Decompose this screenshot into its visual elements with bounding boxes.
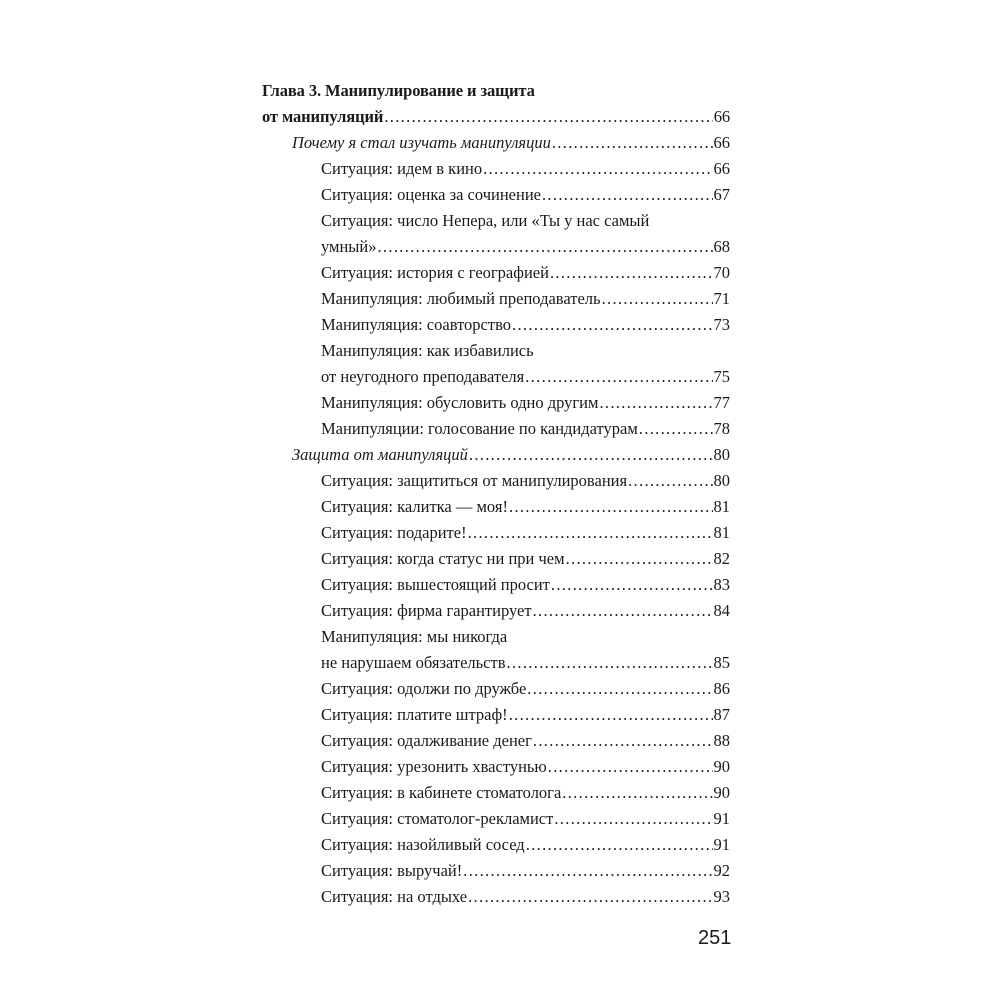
- toc-item: [321, 676, 730, 702]
- page-number: 251: [698, 927, 732, 949]
- toc-entry-page: 80: [713, 471, 730, 490]
- toc-entry-page: 91: [713, 809, 730, 828]
- dot-leader: [509, 494, 713, 520]
- dot-leader: [552, 130, 713, 156]
- toc-entry-page: 73: [713, 315, 730, 334]
- chapter-title-line-1: Глава 3. Манипулирование и защита: [262, 81, 535, 100]
- dot-leader: [377, 234, 712, 260]
- toc-item: [321, 468, 730, 494]
- dot-leader: [507, 650, 713, 676]
- toc-entry-page: 78: [713, 419, 730, 438]
- toc-item: [321, 780, 730, 806]
- toc-item: [321, 286, 730, 312]
- toc-entry-text: Ситуация: число Непера, или «Ты у нас самый: [321, 211, 650, 230]
- chapter-title-line-2: от манипуляций: [262, 107, 384, 126]
- dot-leader: [463, 858, 712, 884]
- toc-entry-text: Ситуация: урезонить хвастунью: [321, 757, 547, 776]
- toc-entry-page: 87: [713, 705, 730, 724]
- toc-entry-text: Ситуация: подарите!: [321, 523, 467, 542]
- toc-entry-page: 91: [713, 835, 730, 854]
- toc-entry-page: 88: [713, 731, 730, 750]
- toc-entry-text: Ситуация: фирма гарантирует: [321, 601, 532, 620]
- dot-leader: [599, 390, 712, 416]
- toc-entry-page: 84: [713, 601, 730, 620]
- toc-entry-page: 75: [713, 367, 730, 386]
- toc-entry-text: Ситуация: калитка — моя!: [321, 497, 508, 516]
- toc-item: [321, 416, 730, 442]
- toc-entry-text: Ситуация: платите штраф!: [321, 705, 508, 724]
- dot-leader: [548, 754, 713, 780]
- toc-entry-text: Ситуация: одалживание денег: [321, 731, 532, 750]
- toc-entry-page: 81: [713, 497, 730, 516]
- toc-entry-page: 90: [713, 783, 730, 802]
- toc-item: [321, 832, 730, 858]
- toc-entry-page: 80: [713, 445, 730, 464]
- dot-leader: [566, 546, 713, 572]
- toc-entry-page: 67: [713, 185, 730, 204]
- toc-item: [321, 156, 730, 182]
- toc-entry-text: Ситуация: когда статус ни при чем: [321, 549, 565, 568]
- toc-entry-page: 77: [713, 393, 730, 412]
- toc-item: [321, 858, 730, 884]
- toc-entry-text: Почему я стал изучать манипуляции: [292, 133, 551, 152]
- toc-entry-text: Ситуация: вышестоящий просит: [321, 575, 550, 594]
- toc-section: [292, 130, 730, 156]
- toc-item: [321, 624, 730, 676]
- dot-leader: [527, 676, 712, 702]
- dot-leader: [554, 806, 712, 832]
- toc-item: [321, 546, 730, 572]
- toc-entry-text: Ситуация: выручай!: [321, 861, 463, 880]
- toc-entry-page: 68: [713, 237, 730, 256]
- dot-leader: [384, 104, 712, 130]
- dot-leader: [542, 182, 713, 208]
- dot-leader: [562, 780, 712, 806]
- toc-entry-page: 90: [713, 757, 730, 776]
- dot-leader: [533, 598, 713, 624]
- toc-entry-page: 83: [713, 575, 730, 594]
- toc-entry-text: Манипуляция: мы никогда: [321, 627, 508, 646]
- toc-entry-page: 85: [713, 653, 730, 672]
- toc-entry-text: Ситуация: назойливый сосед: [321, 835, 525, 854]
- dot-leader: [639, 416, 713, 442]
- toc-item: [321, 208, 730, 260]
- toc-item: [321, 754, 730, 780]
- dot-leader: [550, 260, 713, 286]
- toc-item: [321, 494, 730, 520]
- chapter-page-number: 66: [713, 107, 730, 126]
- toc-item: [321, 598, 730, 624]
- dot-leader: [483, 156, 712, 182]
- toc-item: [321, 260, 730, 286]
- toc-entry-text: Манипуляция: соавторство: [321, 315, 512, 334]
- dot-leader: [469, 442, 713, 468]
- toc-entry-text: Манипуляция: обусловить одно другим: [321, 393, 599, 412]
- toc-entry-text: Ситуация: история с географией: [321, 263, 549, 282]
- dot-leader: [526, 832, 713, 858]
- dot-leader: [602, 286, 713, 312]
- toc-entries: [262, 130, 730, 910]
- toc-item: [321, 520, 730, 546]
- dot-leader: [525, 364, 712, 390]
- toc-entry-page: 70: [713, 263, 730, 282]
- toc-entry-page: 92: [713, 861, 730, 880]
- toc-entry-text: Ситуация: оценка за сочинение: [321, 185, 541, 204]
- toc-entry-text: Ситуация: одолжи по дружбе: [321, 679, 527, 698]
- dot-leader: [468, 520, 713, 546]
- toc-entry-page: 93: [713, 887, 730, 906]
- table-of-contents: [262, 78, 730, 910]
- dot-leader: [551, 572, 713, 598]
- toc-entry-text: Ситуация: на отдыхе: [321, 887, 468, 906]
- chapter-heading: [262, 78, 730, 130]
- toc-section: [292, 442, 730, 468]
- toc-item: [321, 182, 730, 208]
- toc-entry-text: Манипуляция: как избавились: [321, 341, 534, 360]
- toc-item: [321, 572, 730, 598]
- toc-entry-text: от неугодного преподавателя: [321, 367, 525, 386]
- dot-leader: [512, 312, 712, 338]
- toc-entry-page: 66: [713, 133, 730, 152]
- dot-leader: [628, 468, 712, 494]
- toc-item: [321, 728, 730, 754]
- dot-leader: [533, 728, 713, 754]
- toc-item: [321, 390, 730, 416]
- dot-leader: [509, 702, 713, 728]
- toc-item: [321, 312, 730, 338]
- toc-entry-page: 82: [713, 549, 730, 568]
- toc-item: [321, 884, 730, 910]
- toc-item: [321, 338, 730, 390]
- toc-entry-text: не нарушаем обязательств: [321, 653, 506, 672]
- dot-leader: [468, 884, 712, 910]
- toc-entry-text: Ситуация: защититься от манипулирования: [321, 471, 628, 490]
- toc-item: [321, 702, 730, 728]
- toc-entry-text: Ситуация: стоматолог-рекламист: [321, 809, 554, 828]
- toc-entry-page: 66: [713, 159, 730, 178]
- toc-entry-page: 86: [713, 679, 730, 698]
- toc-item: [321, 806, 730, 832]
- toc-entry-text: Ситуация: в кабинете стоматолога: [321, 783, 562, 802]
- toc-entry-page: 81: [713, 523, 730, 542]
- toc-entry-page: 71: [713, 289, 730, 308]
- toc-entry-text: Манипуляции: голосование по кандидатурам: [321, 419, 638, 438]
- toc-entry-text: Манипуляция: любимый преподаватель: [321, 289, 601, 308]
- toc-entry-text: умный»: [321, 237, 377, 256]
- toc-entry-text: Защита от манипуляций: [292, 445, 468, 464]
- toc-entry-text: Ситуация: идем в кино: [321, 159, 483, 178]
